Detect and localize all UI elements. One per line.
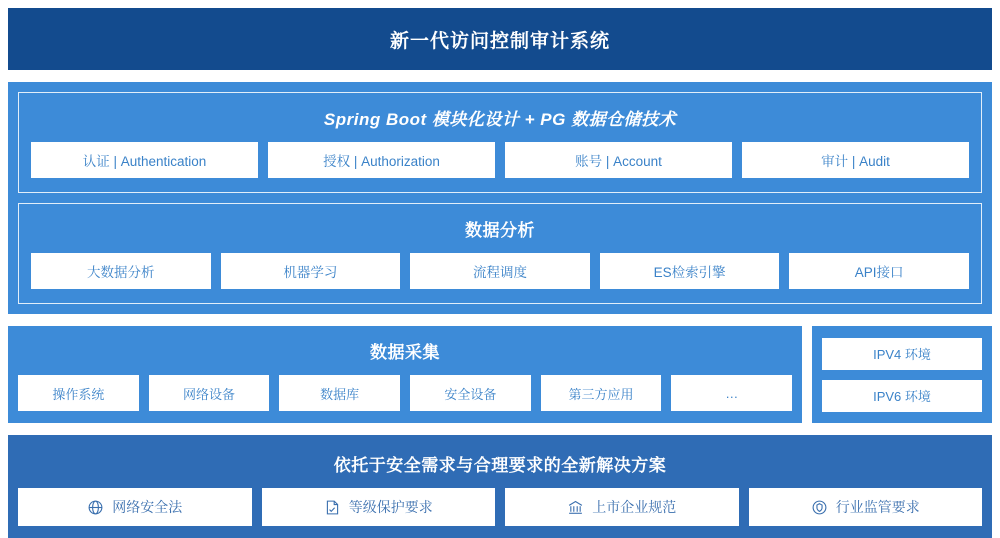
collection-chip-database[interactable]: 数据库 xyxy=(279,375,400,411)
compliance-heading: 依托于安全需求与合理要求的全新解决方案 xyxy=(333,456,667,475)
document-check-icon xyxy=(324,499,341,516)
compliance-label: 上市企业规范 xyxy=(592,499,677,515)
collection-layer-row xyxy=(8,326,992,423)
spring-boot-module-section xyxy=(18,92,982,193)
compliance-chip-mlps[interactable] xyxy=(262,488,496,526)
data-collection-heading: 数据采集 xyxy=(370,343,440,362)
compliance-label: 等级保护要求 xyxy=(348,499,433,515)
collection-chip-security-device[interactable]: 安全设备 xyxy=(410,375,531,411)
analysis-chip-big-data[interactable]: 大数据分析 xyxy=(31,253,211,289)
module-chip-authentication[interactable]: 认证 | Authentication xyxy=(31,142,258,178)
collection-chip-third-party-app[interactable]: 第三方应用 xyxy=(541,375,662,411)
page-title: 新一代访问控制审计系统 xyxy=(389,30,610,52)
analysis-chip-machine-learning[interactable]: 机器学习 xyxy=(221,253,401,289)
globe-icon xyxy=(87,499,104,516)
environment-chip-ipv6[interactable]: IPV6 环境 xyxy=(822,380,982,412)
application-layer-panel xyxy=(8,82,992,314)
data-analysis-heading: 数据分析 xyxy=(465,221,535,240)
environment-chip-ipv4[interactable]: IPV4 环境 xyxy=(822,338,982,370)
compliance-layer-panel xyxy=(8,435,992,538)
compliance-chip-industry-regulation[interactable] xyxy=(749,488,983,526)
environment-panel xyxy=(812,326,992,423)
module-chip-row xyxy=(31,142,969,178)
analysis-chip-api[interactable]: API接口 xyxy=(789,253,969,289)
collection-chip-network-device[interactable]: 网络设备 xyxy=(149,375,270,411)
compliance-chip-row xyxy=(18,488,982,526)
page-title-bar xyxy=(8,8,992,70)
collection-chip-more[interactable]: … xyxy=(671,375,792,411)
analysis-chip-process-scheduling[interactable]: 流程调度 xyxy=(410,253,590,289)
data-collection-panel xyxy=(8,326,802,423)
analysis-chip-es-search[interactable]: ES检索引擎 xyxy=(600,253,780,289)
shield-check-icon xyxy=(811,499,828,516)
compliance-chip-cybersecurity-law[interactable] xyxy=(18,488,252,526)
bank-icon xyxy=(567,499,584,516)
analysis-chip-row xyxy=(31,253,969,289)
compliance-label: 网络安全法 xyxy=(112,499,183,515)
data-analysis-section xyxy=(18,203,982,304)
module-chip-account[interactable]: 账号 | Account xyxy=(505,142,732,178)
module-chip-audit[interactable]: 审计 | Audit xyxy=(742,142,969,178)
compliance-label: 行业监管要求 xyxy=(835,499,920,515)
spring-boot-heading: Spring Boot 模块化设计 + PG 数据仓储技术 xyxy=(323,110,677,129)
compliance-chip-listed-company[interactable] xyxy=(505,488,739,526)
module-chip-authorization[interactable]: 授权 | Authorization xyxy=(268,142,495,178)
collection-chip-os[interactable]: 操作系统 xyxy=(18,375,139,411)
collection-chip-row xyxy=(18,375,792,411)
diagram-root xyxy=(0,8,1000,537)
